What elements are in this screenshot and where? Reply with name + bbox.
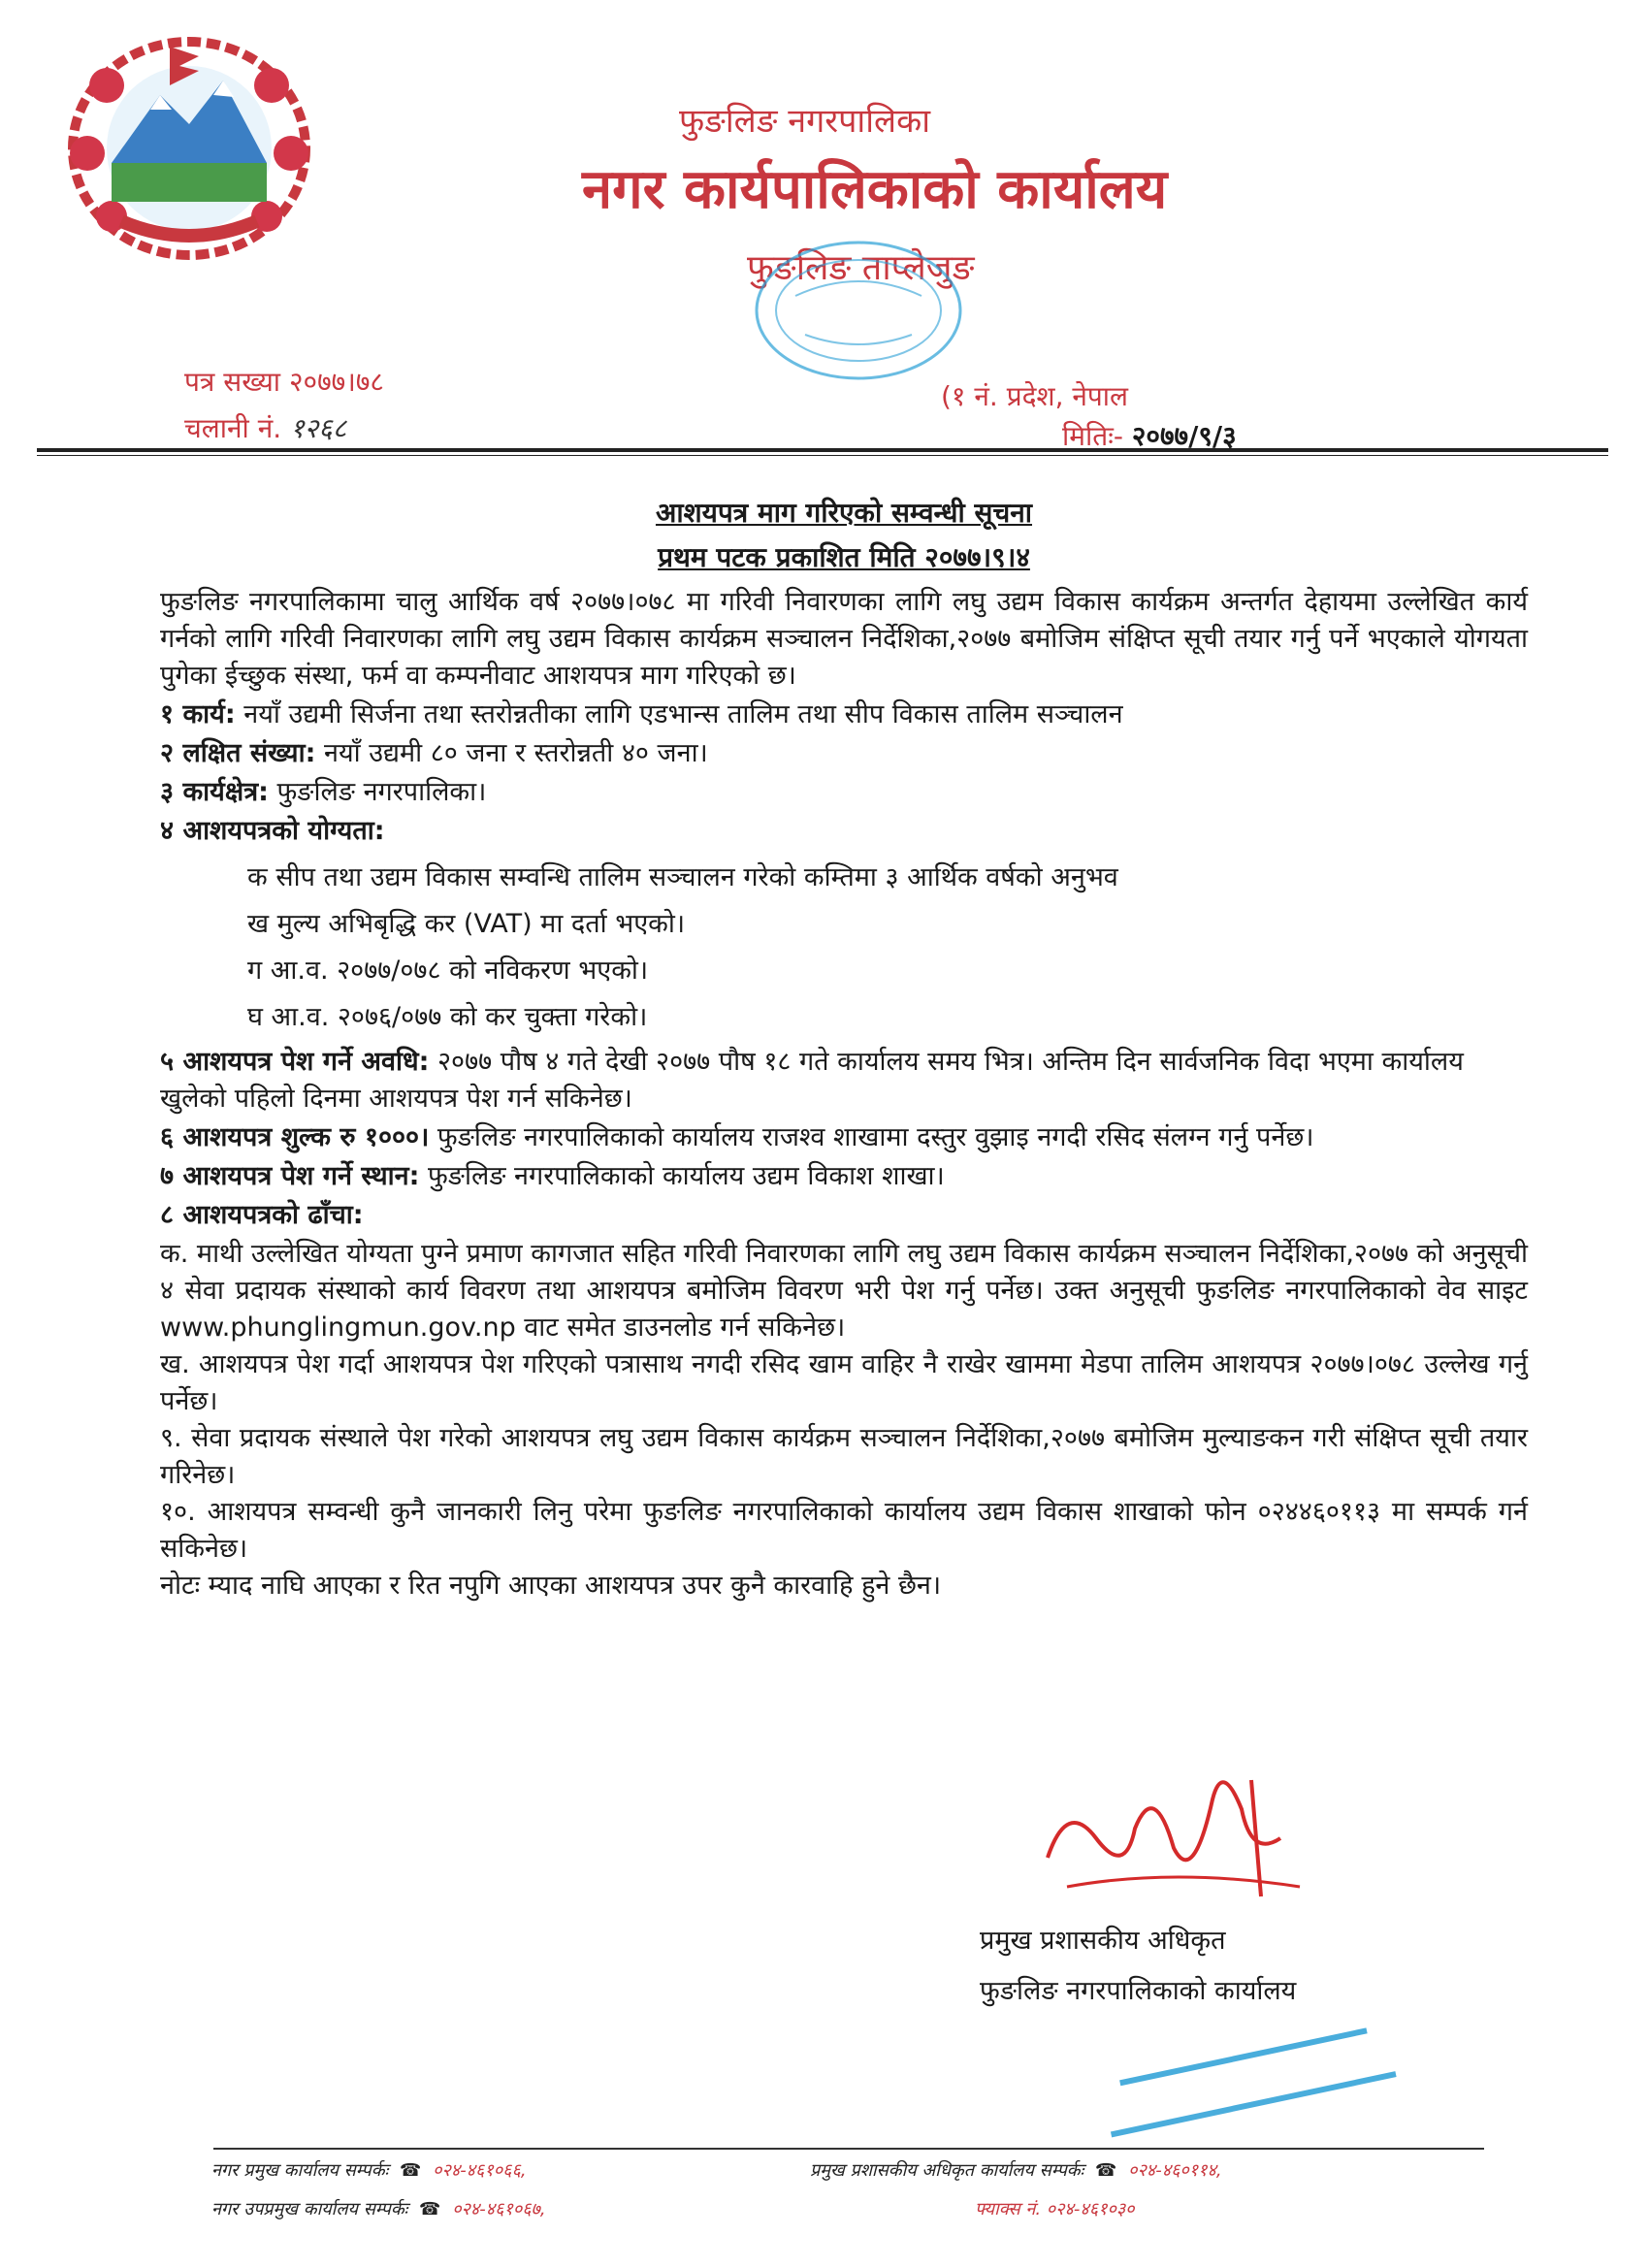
eligibility-d: घ आ.व. २०७६/०७७ को कर चुक्ता गरेको।: [247, 1002, 648, 1032]
signature: [1028, 1741, 1319, 1916]
item-eligibility: ४ आशयपत्रको योग्यता:: [160, 816, 385, 846]
deputy-contact: नगर उपप्रमुख कार्यालय सम्पर्कः ☎ ०२४-४६१०६७,: [211, 2190, 546, 2229]
item-evaluation: ९. सेवा प्रदायक संस्थाले पेश गरेको आशयपत्र लघु उद्यम विकास कार्यक्रम सञ्चालन निर्देशिका,२०७७ बमोजिम मुल्याङकन गरी संक्षिप्त सूची तयार गरिनेछ।: [160, 1423, 1528, 1490]
reference-number: पत्र सख्या २०७७।७८: [184, 366, 384, 398]
item-contact: १०. आशयपत्र सम्वन्धी कुनै जानकारी लिनु परेमा फुङलिङ नगरपालिकाको कार्यालय उद्यम विकास शाखाको फोन ०२४४६०११३ मा सम्पर्क गर्न सकिनेछ।: [160, 1497, 1528, 1564]
eligibility-a: क सीप तथा उद्यम विकास सम्वन्धि तालिम सञ्चालन गरेको कम्तिमा ३ आर्थिक वर्षको अनुभव: [247, 862, 1118, 892]
item-format: ८ आशयपत्रको ढाँचा:: [160, 1200, 364, 1230]
item-target: २ लक्षित संख्या: नयाँ उद्यमी ८० जना र स्तरोन्नती ४० जना।: [160, 738, 708, 768]
notice-title: आशयपत्र माग गरिएको सम्वन्धी सूचना: [655, 497, 1033, 529]
emblem-of-nepal: [53, 27, 325, 270]
reference-block: [184, 359, 384, 452]
telephone-icon: ☎: [399, 2160, 422, 2181]
signatory-title: प्रमुख प्रशासकीय अधिकृत: [980, 1926, 1226, 1956]
header-divider: [37, 448, 1608, 456]
footer-divider: [213, 2148, 1484, 2150]
office-title: नगर कार्यपालिकाको कार्यालय: [582, 158, 1168, 221]
office-seal: [737, 228, 980, 393]
signatory-office: फुङलिङ नगरपालिकाको कार्यालय: [980, 1976, 1297, 2006]
officer-stamp: [1082, 1998, 1411, 2144]
item-place: ७ आशयपत्र पेश गर्ने स्थान: फुङलिङ नगरपालिकाको कार्यालय उद्यम विकाश शाखा।: [160, 1161, 945, 1191]
municipality-name: फुङलिङ नगरपालिका: [679, 102, 931, 141]
item-period: ५ आशयपत्र पेश गर्ने अवधि: २०७७ पौष ४ गते देखी २०७७ पौष १८ गते कार्यालय समय भित्र। अन्तिम दिन सार्वजनिक विदा भएमा कार्यालय खुलेको पहिलो दिनमा आशयपत्र पेश गर्न सकिनेछ।: [160, 1047, 1464, 1114]
cao-contact: प्रमुख प्रशासकीय अधिकृत कार्यालय सम्पर्कः ☎ ०२४-४६०११४,: [810, 2152, 1222, 2190]
notice-body: [160, 495, 1528, 1604]
format-a: क. माथी उल्लेखित योग्यता पुग्ने प्रमाण कागजात सहित गरिवी निवारणका लागि लघु उद्यम विकास कार्यक्रम सञ्चालन निर्देशिका,२०७७ को अनुसूची ४ सेवा प्रदायक संस्थाको कार्य विवरण तथा आशयपत्र बमोजिम विवरण भरी पेश गर्नु पर्नेछ। उक्त अनुसूची फुङलिङ नगरपालिकाको वेव साइट www.phunglingmun.gov.np वाट समेत डाउनलोड गर्न सकिनेछ।: [160, 1239, 1528, 1343]
dispatch-number: चलानी नं. १२६८: [184, 412, 347, 444]
footer-left: [211, 2152, 546, 2229]
fax-contact: फ्याक्स नं. ०२४-४६१०३०: [975, 2199, 1135, 2219]
eligibility-b: ख मुल्य अभिबृद्धि कर (VAT) मा दर्ता भएको।: [247, 909, 686, 939]
telephone-icon: ☎: [1094, 2160, 1117, 2181]
office-location: फुङलिङ ताप्लेजुङ: [747, 248, 975, 288]
note: नोटः म्याद नाघि आएका र रित नपुगि आएका आशयपत्र उपर कुनै कारवाहि हुने छैन।: [160, 1571, 942, 1601]
mayor-contact: नगर प्रमुख कार्यालय सम्पर्कः ☎ ०२४-४६१०६६,: [211, 2152, 546, 2190]
format-b: ख. आशयपत्र पेश गर्दा आशयपत्र पेश गरिएको पत्रासाथ नगदी रसिद खाम वाहिर नै राखेर खाममा मेडपा तालिम आशयपत्र २०७७।०७८ उल्लेख गर्नु पर्नेछ।: [160, 1349, 1528, 1416]
notice-subtitle: प्रथम पटक प्रकाशित मिति २०७७।९।४: [658, 541, 1030, 573]
notice-intro: फुङलिङ नगरपालिकामा चालु आर्थिक वर्ष २०७७।०७८ मा गरिवी निवारणका लागि लघु उद्यम विकास कार्यक्रम अन्तर्गत देहायमा उल्लेखित कार्य गर्नको लागि गरिवी निवारणका लागि लघु उद्यम विकास कार्यक्रम सञ्चालन निर्देशिका,२०७७ बमोजिम संक्षिप्त सूची तयार गर्नु पर्ने भएकाले योगयता पुगेका ईच्छुक संस्था, फर्म वा कम्पनीवाट आशयपत्र माग गरिएको छ।: [160, 587, 1528, 691]
item-fee: ६ आशयपत्र शुल्क रु १०००। फुङलिङ नगरपालिकाको कार्यालय राजश्व शाखामा दस्तुर वुझाइ नगदी रसिद संलग्न गर्नु पर्नेछ।: [160, 1122, 1314, 1152]
letter-date: मितिः- २०७७/९/३: [1062, 420, 1237, 452]
eligibility-c: ग आ.व. २०७७/०७८ को नविकरण भएको।: [247, 956, 649, 986]
item-area: ३ कार्यक्षेत्र: फुङलिङ नगरपालिका।: [160, 777, 487, 807]
province-label: (१ नं. प्रदेश, नेपाल: [941, 380, 1129, 412]
item-work: १ कार्य: नयाँ उद्यमी सिर्जना तथा स्तरोन्नतीका लागि एडभान्स तालिम तथा सीप विकास तालिम सञ्चालन: [160, 699, 1123, 729]
telephone-icon: ☎: [419, 2199, 441, 2219]
footer-right: [810, 2152, 1222, 2229]
